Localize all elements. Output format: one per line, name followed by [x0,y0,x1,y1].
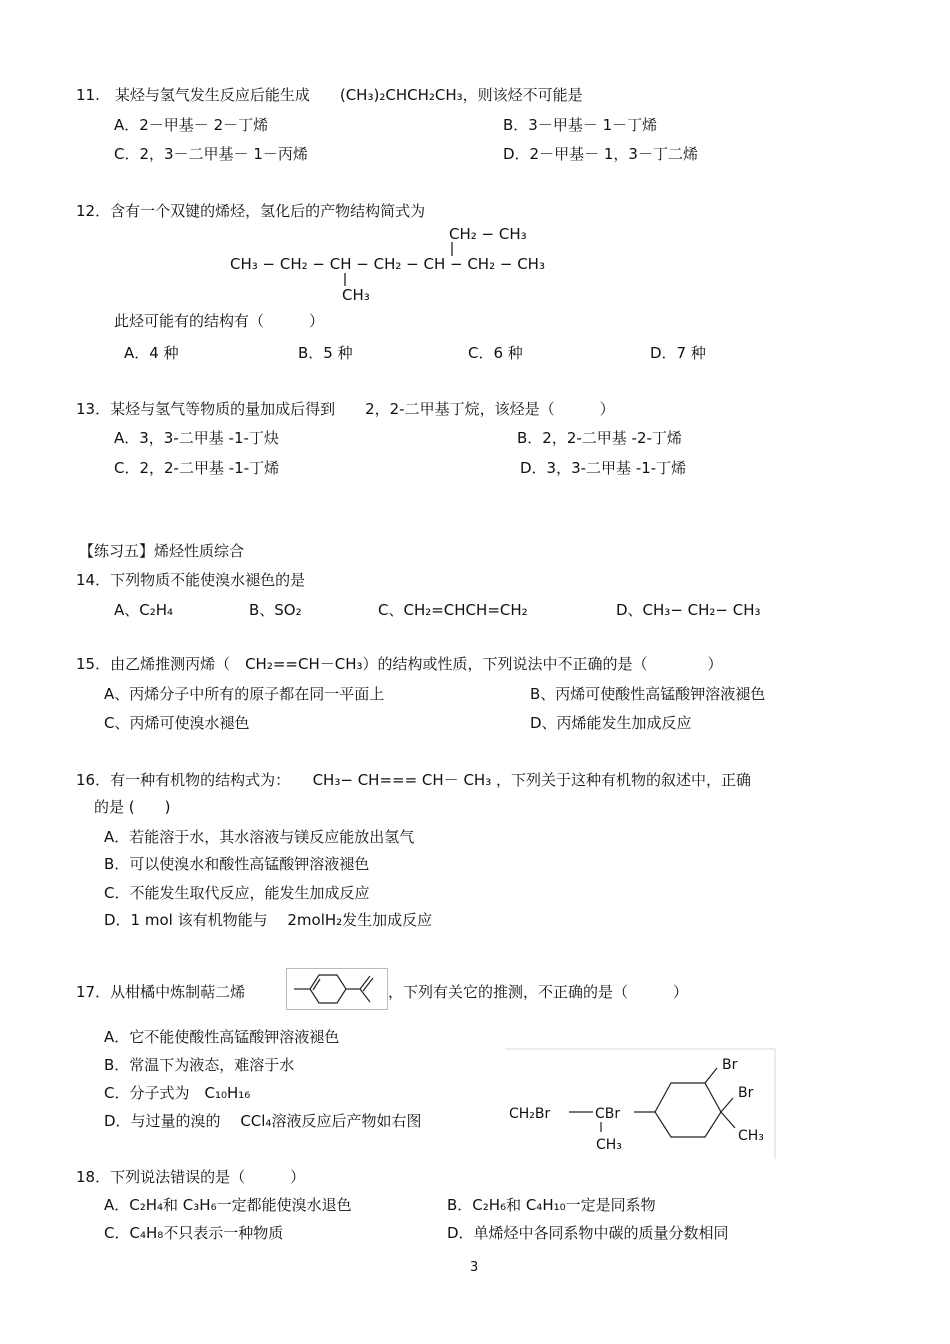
q14-option-d: D、CH₃− CH₂− CH₃ [616,601,761,619]
q13-stem: 13．某烃与氢气等物质的量加成后得到 2，2-二甲基丁烷，该烃是（ ） [76,400,615,418]
q18-option-c: C．C₄H₈不只表示一种物质 [104,1224,284,1242]
q15-stem: 15．由乙烯推测丙烯（ CH₂==CH－CH₃）的结构或性质，下列说法中不正确的是（ ） [76,655,723,673]
q18-option-a: A．C₂H₄和 C₃H₆一定都能使溴水退色 [104,1196,352,1214]
q14-option-a: A、C₂H₄ [114,601,174,619]
q17-option-b: B．常温下为液态，难溶于水 [104,1056,295,1074]
q15-option-d: D、丙烯能发生加成反应 [530,714,692,732]
q17-stem-b: ，下列有关它的推测，不正确的是（ ） [388,983,689,1001]
q14-stem: 14．下列物质不能使溴水褪色的是 [76,571,306,589]
bromination-product-structure [505,1048,777,1160]
q17-option-d: D．与过量的溴的 CCl₄溶液反应后产物如右图 [104,1112,422,1130]
q16-stem-line2: 的是 ( ) [94,798,171,816]
product-cbr: CBr [595,1106,621,1122]
q17-option-c: C．分子式为 C₁₀H₁₆ [104,1084,251,1102]
q12-formula-bottom: CH₃ [342,286,370,304]
q15-option-b: B、丙烯可使酸性高锰酸钾溶液褪色 [530,685,766,703]
q16-option-a: A．若能溶于水，其水溶液与镁反应能放出氢气 [104,828,415,846]
q15-option-a: A、丙烯分子中所有的原子都在同一平面上 [104,685,385,703]
q18-option-d: D．单烯烃中各同系物中碳的质量分数相同 [447,1224,729,1242]
q12-formula-main: CH₃ − CH₂ − CH − CH₂ − CH − CH₂ − CH₃ [230,255,545,273]
q16-option-b: B．可以使溴水和酸性高锰酸钾溶液褪色 [104,855,370,873]
q11-stem: 11. 某烃与氢气发生反应后能生成 (CH₃)₂CHCH₂CH₃，则该烃不可能是 [76,86,583,104]
product-br-2: Br [738,1085,754,1101]
q16-option-d: D．1 mol 该有机物能与 2molH₂发生加成反应 [104,911,433,929]
q16-option-c: C．不能发生取代反应，能发生加成反应 [104,884,370,902]
product-br-1: Br [722,1057,738,1073]
q18-option-b: B．C₂H₆和 C₄H₁₀一定是同系物 [447,1196,656,1214]
q11-option-b: B．3－甲基－ 1－丁烯 [503,116,658,134]
q12-option-d: D．7 种 [650,344,706,362]
q17-stem-a: 17．从柑橘中炼制萜二烯 [76,983,246,1001]
q12-prompt: 此烃可能有的结构有（ ） [114,312,325,330]
q12-formula-top: CH₂ − CH₃ [449,225,527,243]
section-title: 【练习五】烯烃性质综合 [79,542,245,560]
q11-option-a: A．2－甲基－ 2－丁烯 [114,116,269,134]
q11-option-c: C．2，3－二甲基－ 1－丙烯 [114,145,308,163]
q12-stem: 12．含有一个双键的烯烃，氢化后的产物结构简式为 [76,202,426,220]
product-ch3-below: CH₃ [596,1137,622,1153]
q14-option-c: C、CH₂=CHCH=CH₂ [378,601,528,619]
q12-structural-formula [220,222,600,306]
q11-option-d: D．2－甲基－ 1，3－丁二烯 [503,145,698,163]
q13-option-d: D．3，3-二甲基 -1-丁烯 [520,459,687,477]
product-ch3: CH₃ [738,1128,764,1144]
page-number: 3 [470,1260,479,1275]
q17-option-a: A．它不能使酸性高锰酸钾溶液褪色 [104,1028,340,1046]
limonene-structure-image [286,968,388,1010]
q13-option-a: A．3，3-二甲基 -1-丁炔 [114,429,279,447]
product-ch2br: CH₂Br [509,1106,551,1122]
q12-option-c: C．6 种 [468,344,523,362]
q16-stem-line1: 16．有一种有机物的结构式为： CH₃− CH=== CH－ CH₃ ，下列关于这种有机物的叙述中，正确 [76,771,751,789]
q12-option-a: A．4 种 [124,344,179,362]
q13-option-b: B．2，2-二甲基 -2-丁烯 [517,429,682,447]
q13-option-c: C．2，2-二甲基 -1-丁烯 [114,459,280,477]
q18-stem: 18．下列说法错误的是（ ） [76,1168,306,1186]
q12-option-b: B．5 种 [298,344,353,362]
q15-option-c: C、丙烯可使溴水褪色 [104,714,250,732]
q14-option-b: B、SO₂ [249,601,302,619]
